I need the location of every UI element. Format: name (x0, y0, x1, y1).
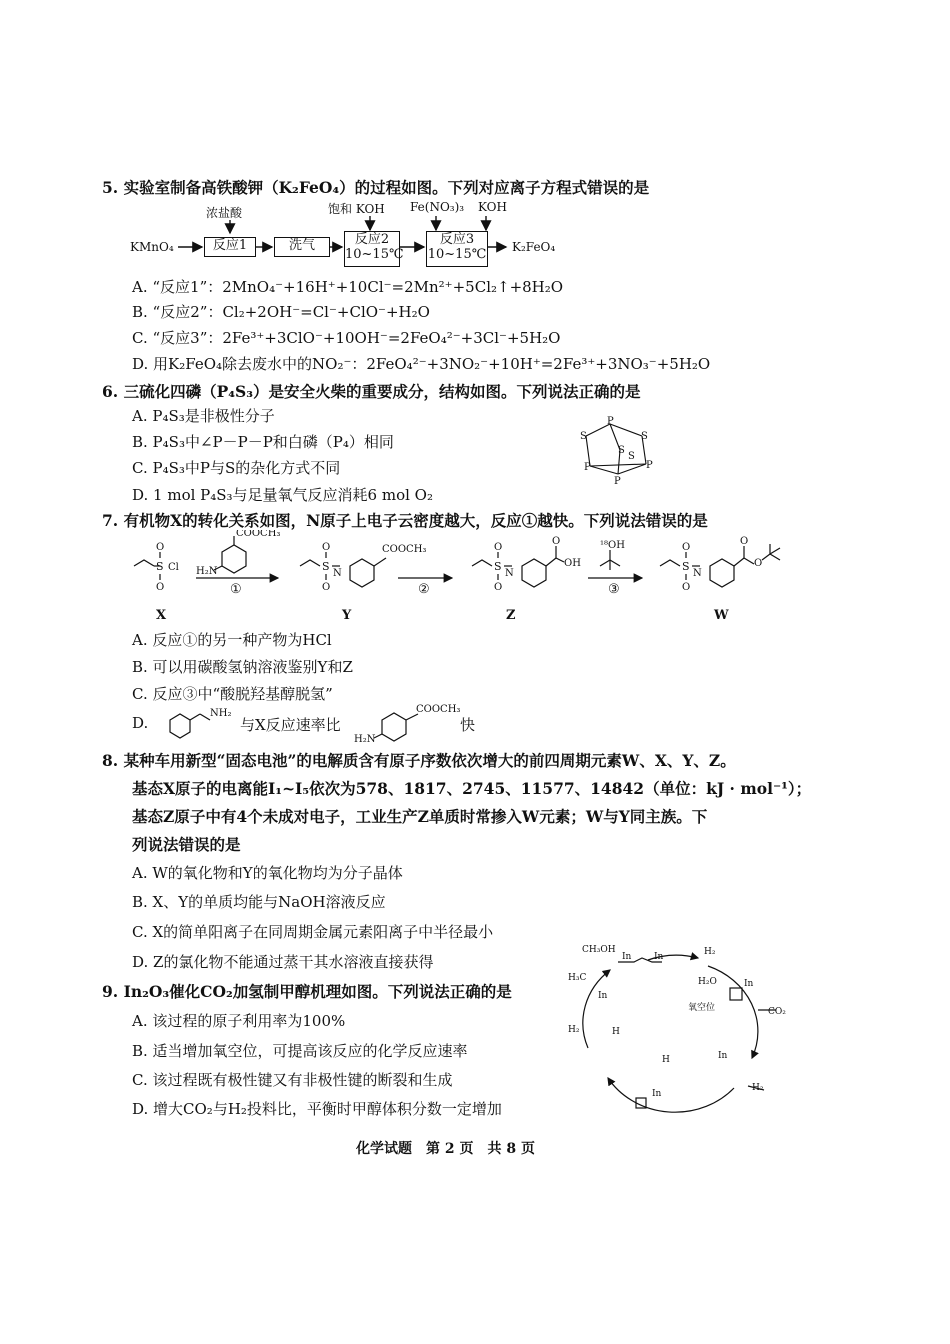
q8-option-b: B. X、Y的单质均能与NaOH溶液反应 (132, 893, 386, 911)
label-z: Z (506, 608, 516, 623)
svg-text:S: S (682, 560, 690, 573)
optd-h2n: H₂N (354, 734, 376, 745)
q6-option-d: D. 1 mol P₄S₃与足量氧气反应消耗6 mol O₂ (132, 486, 433, 504)
q5-option-a: A. “反应1”：2MnO₄⁻+16H⁺+10Cl⁻=2Mn²⁺+5Cl₂↑+8H₂O (132, 278, 564, 296)
svg-text:O: O (322, 542, 331, 553)
optd-end-text: 快 (460, 716, 476, 734)
q7-option-c: C. 反应③中“酸脱羟基醇脱氢” (132, 685, 333, 703)
flow-reaction2-temp: 10~15℃ (345, 247, 404, 262)
mech-co2: CO₂ (768, 1007, 786, 1017)
optd-cooch3: COOCH₃ (416, 704, 461, 715)
flow-koh-sat: 饱和 KOH (328, 202, 385, 216)
z-oh: OH (564, 558, 581, 569)
q8-line1: 8. 某种车用新型“固态电池”的电解质含有原子序数依次增大的前四周期元素W、X、Y、Z。 (102, 751, 736, 770)
svg-text:O: O (156, 542, 165, 553)
q8-line2: 基态X原子的电离能I₁~I₅依次为578、1817、2745、11577、14842（单位：kJ · mol⁻¹）； (132, 779, 812, 798)
reagent1-cooch3: COOCH₃ (236, 530, 281, 539)
q6-option-b: B. P₄S₃中∠P－P－P和白磷（P₄）相同 (132, 433, 394, 451)
flow-reaction1: 反应1 (204, 237, 256, 257)
atom-p-bottom: P (614, 476, 621, 487)
step2-label: ② (418, 582, 430, 597)
svg-text:S: S (156, 560, 164, 573)
mech-h-left: H (612, 1027, 620, 1037)
mech-in-right: In (744, 979, 754, 989)
mech-in-mid-right: In (718, 1051, 728, 1061)
optd-mid-text: 与X反应速率比 (240, 716, 341, 734)
flow-kmno4: KMnO₄ (130, 240, 174, 254)
q9-option-a: A. 该过程的原子利用率为100% (132, 1012, 346, 1030)
q5-flow-diagram (102, 200, 572, 270)
mech-h-bottom: H (662, 1055, 670, 1065)
mech-in-left: In (598, 991, 608, 1001)
mech-ch3oh: CH₃OH (582, 945, 616, 955)
atom-p-left: P (584, 462, 591, 473)
q8-option-a: A. W的氧化物和Y的氧化物均为分子晶体 (132, 864, 403, 882)
svg-text:O: O (156, 582, 165, 593)
q7-option-a: A. 反应①的另一种产物为HCl (132, 631, 332, 649)
svg-text:N: N (505, 568, 514, 579)
q8-line3: 基态Z原子中有4个未成对电子，工业生产Z单质时常掺入W元素；W与Y同主族。下 (132, 807, 708, 826)
flow-reaction3-temp: 10~15℃ (427, 247, 487, 262)
flow-fe-nitrate: Fe(NO₃)₃ (410, 200, 465, 214)
p4s3-structure (572, 412, 662, 490)
q8-option-c: C. X的简单阳离子在同周期金属元素阳离子中半径最小 (132, 923, 494, 941)
flow-reaction2-label: 反应2 (354, 232, 390, 247)
q6-stem: 6. 三硫化四磷（P₄S₃）是安全火柴的重要成分，结构如图。下列说法正确的是 (102, 382, 641, 401)
q9-option-d: D. 增大CO₂与H₂投料比，平衡时甲醇体积分数一定增加 (132, 1100, 502, 1118)
svg-text:O: O (682, 542, 691, 553)
q5-option-d: D. 用K₂FeO₄除去废水中的NO₂⁻：2FeO₄²⁻+3NO₂⁻+10H⁺=2Fe³⁺+3NO₃⁻+5H₂O (132, 355, 711, 373)
svg-text:O: O (682, 582, 691, 593)
atom-s-inner: S (628, 451, 635, 462)
svg-text:O: O (494, 542, 503, 553)
mech-in-top-2: In (654, 952, 664, 962)
svg-text:O: O (322, 582, 331, 593)
reagent3-oh: ¹⁸OH (600, 540, 625, 551)
atom-s-left: S (580, 431, 587, 442)
q7-option-d-structures (160, 700, 500, 744)
flow-wash: 洗气 (274, 237, 330, 257)
atom-s-right: S (641, 431, 648, 442)
step1-label: ① (230, 582, 242, 597)
q9-stem: 9. In₂O₃催化CO₂加氢制甲醇机理如图。下列说法正确的是 (102, 982, 512, 1001)
q5-option-b: B. “反应2”：Cl₂+2OH⁻=Cl⁻+ClO⁻+H₂O (132, 303, 430, 321)
flow-koh: KOH (478, 200, 507, 214)
atom-s-mid: S (618, 445, 625, 456)
mech-h2-top: H₂ (704, 947, 716, 957)
q7-option-b: B. 可以用碳酸氢钠溶液鉴别Y和Z (132, 658, 353, 676)
svg-text:O: O (754, 558, 763, 569)
q7-option-d: D. (132, 714, 149, 732)
q9-option-b: B. 适当增加氧空位，可提高该反应的化学反应速率 (132, 1042, 468, 1060)
svg-text:S: S (322, 560, 330, 573)
q9-option-c: C. 该过程既有极性键又有非极性键的断裂和生成 (132, 1071, 453, 1089)
svg-text:N: N (693, 568, 702, 579)
label-w: W (714, 608, 729, 623)
reagent1-h2n: H₂N (196, 566, 218, 577)
mech-h2-bottom: H₂ (752, 1083, 764, 1093)
mech-in-top-1: In (622, 952, 632, 962)
mech-h3c: H₃C (568, 973, 587, 983)
q8-option-d: D. Z的氯化物不能通过蒸干其水溶液直接获得 (132, 953, 434, 971)
step3-label: ③ (608, 582, 620, 597)
atom-p-top: P (607, 416, 614, 427)
q7-stem: 7. 有机物X的转化关系如图，N原子上电子云密度越大，反应①越快。下列说法错误的是 (102, 511, 708, 530)
mech-h2o: H₂O (698, 977, 717, 987)
label-y: Y (342, 608, 352, 623)
optd-nh2: NH₂ (210, 708, 232, 719)
x-cl: Cl (168, 562, 179, 573)
flow-reaction3 (426, 231, 488, 267)
flow-reaction2 (344, 231, 404, 267)
atom-p-right: P (646, 460, 653, 471)
mech-vacancy: 氧空位 (688, 1003, 716, 1013)
label-x: X (156, 608, 167, 623)
svg-text:O: O (740, 536, 749, 547)
q9-mechanism-diagram (558, 938, 800, 1114)
svg-text:O: O (552, 536, 561, 547)
q5-stem: 5. 实验室制备高铁酸钾（K₂FeO₄）的过程如图。下列对应离子方程式错误的是 (102, 178, 650, 197)
flow-hcl: 浓盐酸 (206, 206, 243, 220)
svg-text:S: S (494, 560, 502, 573)
svg-text:N: N (333, 568, 342, 579)
q5-option-c: C. “反应3”：2Fe³⁺+3ClO⁻+10OH⁻=2FeO₄²⁻+3Cl⁻+5H₂O (132, 329, 561, 347)
flow-product: K₂FeO₄ (512, 240, 556, 254)
flow-reaction3-label: 反应3 (439, 232, 475, 247)
mech-h2-left: H₂ (568, 1025, 580, 1035)
mech-in-bottom: In (652, 1089, 662, 1099)
y-cooch3: COOCH₃ (382, 544, 427, 555)
q7-reaction-scheme (130, 530, 800, 625)
q6-option-a: A. P₄S₃是非极性分子 (132, 407, 275, 425)
svg-text:O: O (494, 582, 503, 593)
q8-line4: 列说法错误的是 (132, 835, 241, 854)
page-footer: 化学试题 第 2 页 共 8 页 (356, 1141, 535, 1157)
q6-option-c: C. P₄S₃中P与S的杂化方式不同 (132, 459, 341, 477)
